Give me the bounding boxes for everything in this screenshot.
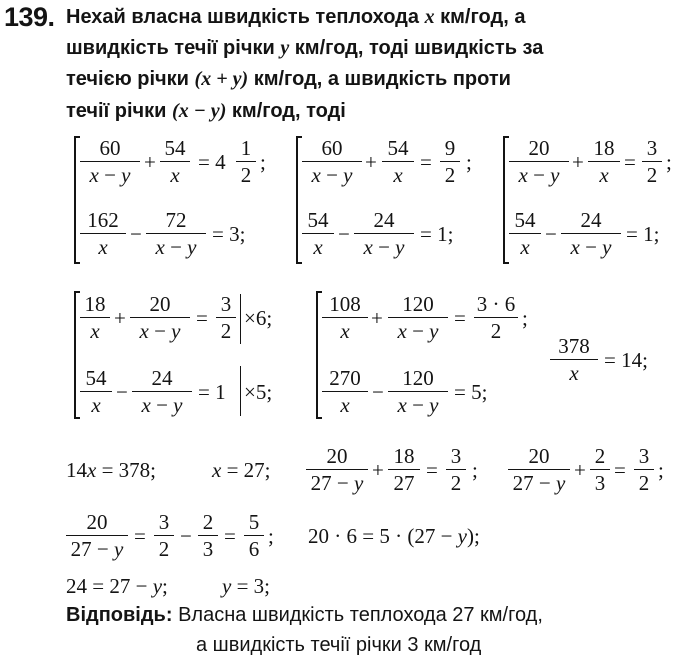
statement-var: y <box>280 37 290 59</box>
statement-text: Нехай власна швидкість теплохода <box>66 6 419 28</box>
numerator: 3 <box>158 510 170 534</box>
problem-number: 139. <box>4 2 55 32</box>
fraction <box>132 366 192 417</box>
numerator: 24 <box>151 366 173 390</box>
numerator: 3 <box>220 292 232 316</box>
denominator: 2 <box>158 537 170 561</box>
fraction <box>322 292 368 343</box>
numerator: 5 <box>248 510 260 534</box>
plus-sign: + <box>365 150 377 174</box>
numerator: 20 <box>86 510 108 534</box>
equals-sign: = <box>614 458 626 482</box>
semicolon: ; <box>472 458 478 482</box>
denominator: 27 − y <box>310 471 364 495</box>
semicolon: ; <box>522 306 528 330</box>
statement-line-4 <box>66 100 346 123</box>
statement-line-3 <box>66 68 511 91</box>
fraction <box>388 366 448 417</box>
fraction <box>388 292 448 343</box>
denominator: 2 <box>490 319 502 343</box>
minus-sign: − <box>116 380 128 404</box>
equals-sign: = <box>420 150 432 174</box>
fraction <box>80 292 110 343</box>
denominator: x <box>98 235 108 259</box>
answer-line-1 <box>66 604 543 627</box>
rhs: = 5; <box>454 380 488 404</box>
denominator: x − y <box>139 319 181 343</box>
numerator: 20 <box>149 292 171 316</box>
fraction <box>590 444 610 495</box>
denominator: 3 <box>202 537 214 561</box>
denominator: x − y <box>570 235 612 259</box>
equals-sign: = <box>196 306 208 330</box>
equals-sign: = <box>454 306 466 330</box>
fraction <box>382 136 414 187</box>
numerator: 54 <box>307 208 329 232</box>
denominator: x <box>313 235 323 259</box>
fraction <box>302 136 362 187</box>
fraction <box>130 292 190 343</box>
denominator: 2 <box>638 471 650 495</box>
fraction <box>306 444 368 495</box>
multiplier-bar <box>240 294 241 344</box>
fraction <box>588 136 620 187</box>
minus-sign: − <box>130 222 142 246</box>
numerator: 72 <box>165 208 187 232</box>
equals-sign: = <box>426 458 438 482</box>
answer-text: Власна швидкість теплохода 27 км/год, <box>178 604 543 626</box>
denominator: x − y <box>311 163 353 187</box>
system-brace <box>503 136 505 264</box>
plus-sign: + <box>572 150 584 174</box>
numerator: 3 · 6 <box>476 292 516 316</box>
semicolon: ; <box>466 150 472 174</box>
plus-sign: + <box>114 306 126 330</box>
numerator: 108 <box>329 292 361 316</box>
fraction <box>509 136 569 187</box>
denominator: x − y <box>363 235 405 259</box>
fraction <box>160 136 190 187</box>
denominator: 27 <box>393 471 415 495</box>
denominator: x <box>569 361 579 385</box>
denominator: x − y <box>141 393 183 417</box>
fraction <box>509 208 541 259</box>
fraction <box>198 510 218 561</box>
numerator: 60 <box>99 136 121 160</box>
statement-text: течії річки <box>66 100 167 122</box>
equals-int: = 4 <box>198 150 226 174</box>
semicolon: ; <box>260 150 266 174</box>
fraction <box>561 208 621 259</box>
numerator: 162 <box>87 208 119 232</box>
fraction <box>80 136 140 187</box>
denominator: 2 <box>450 471 462 495</box>
denominator: x <box>520 235 530 259</box>
system-brace <box>316 291 318 419</box>
equation: 14x = 378; <box>66 458 157 482</box>
denominator: x <box>340 319 350 343</box>
fraction <box>508 444 570 495</box>
minus-sign: − <box>545 222 557 246</box>
fraction <box>322 366 368 417</box>
plus-sign: + <box>574 458 586 482</box>
equation: x = 27; <box>212 458 271 482</box>
numerator: 1 <box>240 136 252 160</box>
numerator: 18 <box>84 292 106 316</box>
rhs: = 1; <box>626 222 660 246</box>
system-brace <box>74 291 76 419</box>
minus-sign: − <box>180 524 192 548</box>
numerator: 20 <box>326 444 348 468</box>
numerator: 18 <box>393 444 415 468</box>
equals-sign: = <box>224 524 236 548</box>
equation: y = 3; <box>222 574 271 598</box>
numerator: 60 <box>321 136 343 160</box>
plus-sign: + <box>371 306 383 330</box>
semicolon: ; <box>658 458 664 482</box>
denominator: 6 <box>248 537 260 561</box>
multiplier-bar <box>240 366 241 416</box>
denominator: x − y <box>155 235 197 259</box>
rhs: = 3; <box>212 222 246 246</box>
denominator: 2 <box>220 319 232 343</box>
equation: 20 · 6 = 5 · (27 − y); <box>308 524 480 548</box>
numerator: 54 <box>85 366 107 390</box>
semicolon: ; <box>268 524 274 548</box>
statement-expr: (x − y) <box>172 100 227 122</box>
denominator: x <box>170 163 180 187</box>
denominator: 3 <box>594 471 606 495</box>
numerator: 3 <box>638 444 650 468</box>
numerator: 120 <box>402 292 434 316</box>
rhs: = 1; <box>420 222 454 246</box>
denominator: x − y <box>397 393 439 417</box>
equals-sign: = <box>134 524 146 548</box>
statement-text: км/год, тоді швидкість за <box>294 37 544 59</box>
numerator: 20 <box>528 136 550 160</box>
denominator: x − y <box>397 319 439 343</box>
numerator: 20 <box>528 444 550 468</box>
equation: 24 = 27 − y; <box>66 574 168 598</box>
denominator: x − y <box>518 163 560 187</box>
system-brace <box>296 136 298 264</box>
denominator: x − y <box>89 163 131 187</box>
plus-sign: + <box>144 150 156 174</box>
fraction <box>154 510 174 561</box>
minus-sign: − <box>372 380 384 404</box>
minus-sign: − <box>338 222 350 246</box>
answer-label: Відповідь: <box>66 604 173 626</box>
fraction <box>354 208 414 259</box>
denominator: x <box>91 393 101 417</box>
statement-text: швидкість течії річки <box>66 37 275 59</box>
fraction <box>642 136 662 187</box>
numerator: 54 <box>164 136 186 160</box>
fraction <box>302 208 334 259</box>
rhs: = 14; <box>604 348 648 372</box>
statement-text: течією річки <box>66 68 189 90</box>
denominator: x <box>90 319 100 343</box>
statement-line-2 <box>66 37 543 60</box>
denominator: 2 <box>646 163 658 187</box>
numerator: 54 <box>387 136 409 160</box>
fraction <box>66 510 128 561</box>
numerator: 378 <box>558 334 590 358</box>
fraction <box>80 208 126 259</box>
denominator: x <box>393 163 403 187</box>
denominator: 27 − y <box>70 537 124 561</box>
system-brace <box>74 136 76 264</box>
fraction <box>216 292 236 343</box>
numerator: 18 <box>593 136 615 160</box>
numerator: 270 <box>329 366 361 390</box>
plus-sign: + <box>372 458 384 482</box>
statement-line-1 <box>66 6 525 29</box>
fraction <box>440 136 460 187</box>
semicolon: ; <box>666 150 672 174</box>
denominator: 2 <box>444 163 456 187</box>
numerator: 3 <box>450 444 462 468</box>
multiplier: ×6; <box>244 306 273 330</box>
statement-text: км/год, а швидкість проти <box>253 68 511 90</box>
multiplier: ×5; <box>244 380 273 404</box>
denominator: x <box>599 163 609 187</box>
statement-var: x <box>424 6 435 28</box>
denominator: 27 − y <box>512 471 566 495</box>
fraction <box>388 444 420 495</box>
fraction <box>236 136 256 187</box>
fraction <box>474 292 518 343</box>
statement-text: км/год, а <box>440 6 526 28</box>
fraction <box>146 208 206 259</box>
fraction <box>244 510 264 561</box>
statement-expr: (x + y) <box>194 68 249 90</box>
fraction <box>80 366 112 417</box>
fraction <box>550 334 598 385</box>
numerator: 3 <box>646 136 658 160</box>
equals-sign: = <box>624 150 636 174</box>
rhs: = 1 <box>198 380 226 404</box>
numerator: 54 <box>514 208 536 232</box>
numerator: 2 <box>202 510 214 534</box>
denominator: x <box>340 393 350 417</box>
numerator: 9 <box>444 136 456 160</box>
fraction <box>446 444 466 495</box>
numerator: 120 <box>402 366 434 390</box>
answer-line-2: а швидкість течії річки 3 км/год <box>196 634 482 656</box>
denominator: 2 <box>240 163 252 187</box>
numerator: 2 <box>594 444 606 468</box>
numerator: 24 <box>580 208 602 232</box>
statement-text: км/год, тоді <box>231 100 346 122</box>
numerator: 24 <box>373 208 395 232</box>
fraction <box>634 444 654 495</box>
